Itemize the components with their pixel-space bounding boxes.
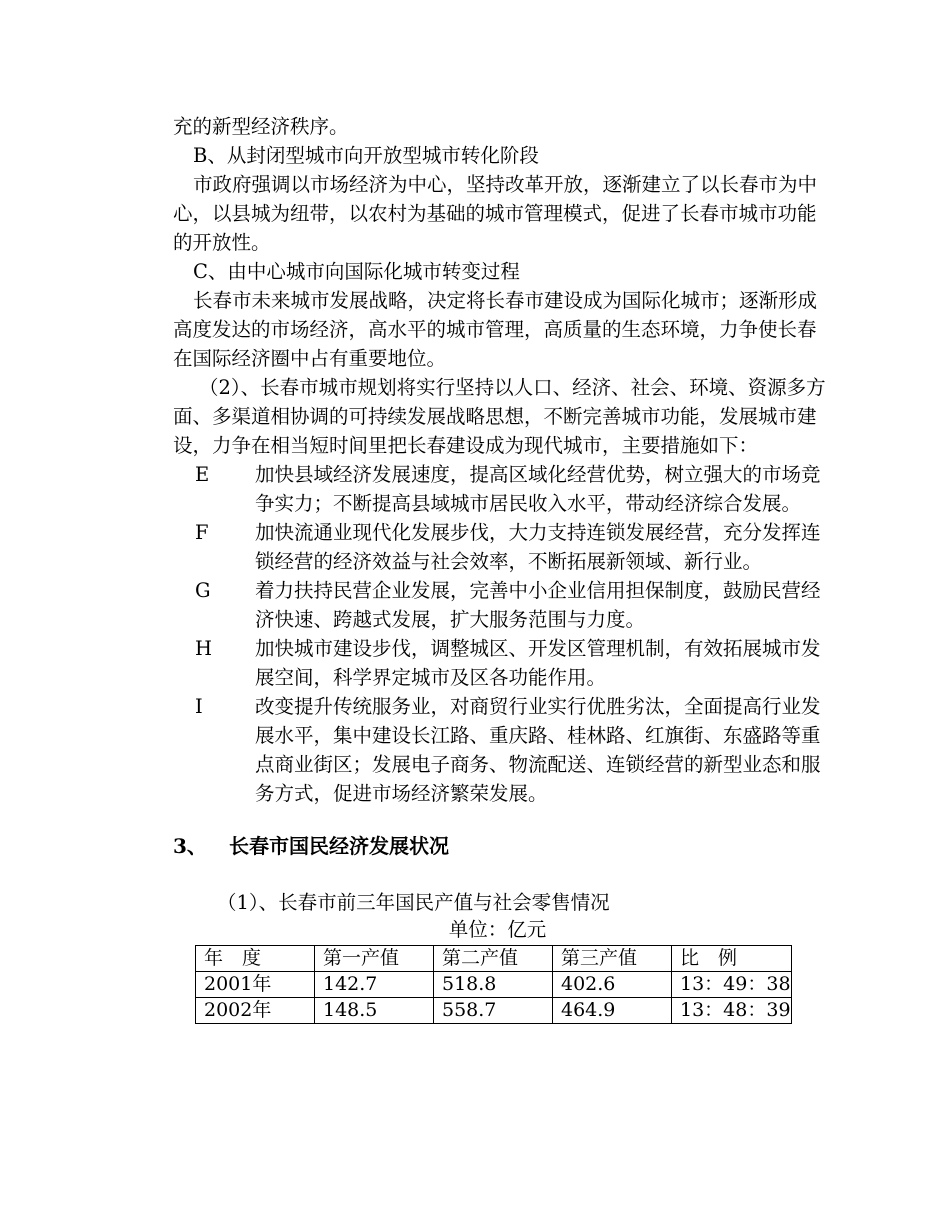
document-body bbox=[173, 112, 833, 1024]
heading-b: B、从封闭型城市向开放型城市转化阶段 bbox=[193, 144, 539, 167]
list-item-text: 改变提升传统服务业，对商贸行业实行优胜劣汰，全面提高行业发展水平，集中建设长江路、重庆路、桂林路、红旗街、东盛路等重点商业街区；发展电子商务、物流配送、连锁经营的新型业态和服务方式，促进市场经济繁荣发展。 bbox=[255, 695, 821, 805]
list-item bbox=[173, 692, 833, 808]
table-header-cell: 第三产值 bbox=[553, 946, 672, 972]
table-row bbox=[196, 998, 792, 1024]
paragraph-open-city: 市政府强调以市场经济为中心，坚持改革开放，逐渐建立了以长春市为中心，以县城为纽带，以农村为基础的城市管理模式，促进了长春市城市功能的开放性。 bbox=[173, 173, 818, 254]
table-cell: 13：48：39 bbox=[672, 998, 792, 1024]
paragraph-continuation: 充的新型经济秩序。 bbox=[173, 115, 349, 138]
list-item bbox=[173, 634, 833, 692]
table-cell: 142.7 bbox=[315, 972, 434, 998]
table-row bbox=[196, 972, 792, 998]
measures-list bbox=[173, 460, 833, 808]
list-item-text: 加快县域经济发展速度，提高区域化经营优势，树立强大的市场竞争实力；不断提高县域城市居民收入水平，带动经济综合发展。 bbox=[255, 463, 821, 515]
table-cell: 402.6 bbox=[553, 972, 672, 998]
table-cell: 2001年 bbox=[196, 972, 315, 998]
table-cell: 518.8 bbox=[434, 972, 553, 998]
table-header-cell: 第二产值 bbox=[434, 946, 553, 972]
list-marker: F bbox=[195, 521, 209, 544]
list-marker: E bbox=[195, 463, 210, 486]
section-title: 长春市国民经济发展状况 bbox=[229, 834, 449, 858]
table-cell: 148.5 bbox=[315, 998, 434, 1024]
heading-c: C、由中心城市向国际化城市转变过程 bbox=[193, 260, 520, 283]
list-item-text: 加快流通业现代化发展步伐，大力支持连锁发展经营，充分发挥连锁经营的经济效益与社会效率，不断拓展新领域、新行业。 bbox=[255, 521, 821, 573]
list-item bbox=[173, 576, 833, 634]
table-cell: 558.7 bbox=[434, 998, 553, 1024]
paragraph-planning: （2）、长春市城市规划将实行坚持以人口、经济、社会、环境、资源多方面、多渠道相协调的可持续发展战略思想，不断完善城市功能，发展城市建设，力争在相当短时间里把长春建设成为现代城市，主要措施如下： bbox=[173, 376, 826, 457]
list-marker: H bbox=[195, 637, 213, 660]
section-heading bbox=[173, 832, 833, 861]
table-cell: 464.9 bbox=[553, 998, 672, 1024]
list-marker: I bbox=[195, 695, 203, 718]
list-item-text: 着力扶持民营企业发展，完善中小企业信用担保制度，鼓励民营经济快速、跨越式发展，扩大服务范围与力度。 bbox=[255, 579, 821, 631]
subsection-title: （1）、长春市前三年国民产值与社会零售情况 bbox=[217, 891, 610, 914]
section-number: 3、 bbox=[173, 834, 207, 858]
table-header-row bbox=[196, 946, 792, 972]
paragraph-international-city: 长春市未来城市发展战略，决定将长春市建设成为国际化城市；逐渐形成高度发达的市场经济，高水平的城市管理，高质量的生态环境，力争使长春在国际经济圈中占有重要地位。 bbox=[173, 289, 818, 370]
list-item bbox=[173, 460, 833, 518]
table-unit-caption: 单位：亿元 bbox=[448, 918, 547, 941]
table-header-cell: 年 度 bbox=[196, 946, 315, 972]
table-cell: 13：49：38 bbox=[672, 972, 792, 998]
table-header-cell: 比 例 bbox=[672, 946, 792, 972]
gdp-table bbox=[195, 945, 792, 1024]
table-header-cell: 第一产值 bbox=[315, 946, 434, 972]
list-item-text: 加快城市建设步伐，调整城区、开发区管理机制，有效拓展城市发展空间，科学界定城市及区各功能作用。 bbox=[255, 637, 821, 689]
list-item bbox=[173, 518, 833, 576]
table-cell: 2002年 bbox=[196, 998, 315, 1024]
list-marker: G bbox=[195, 579, 211, 602]
